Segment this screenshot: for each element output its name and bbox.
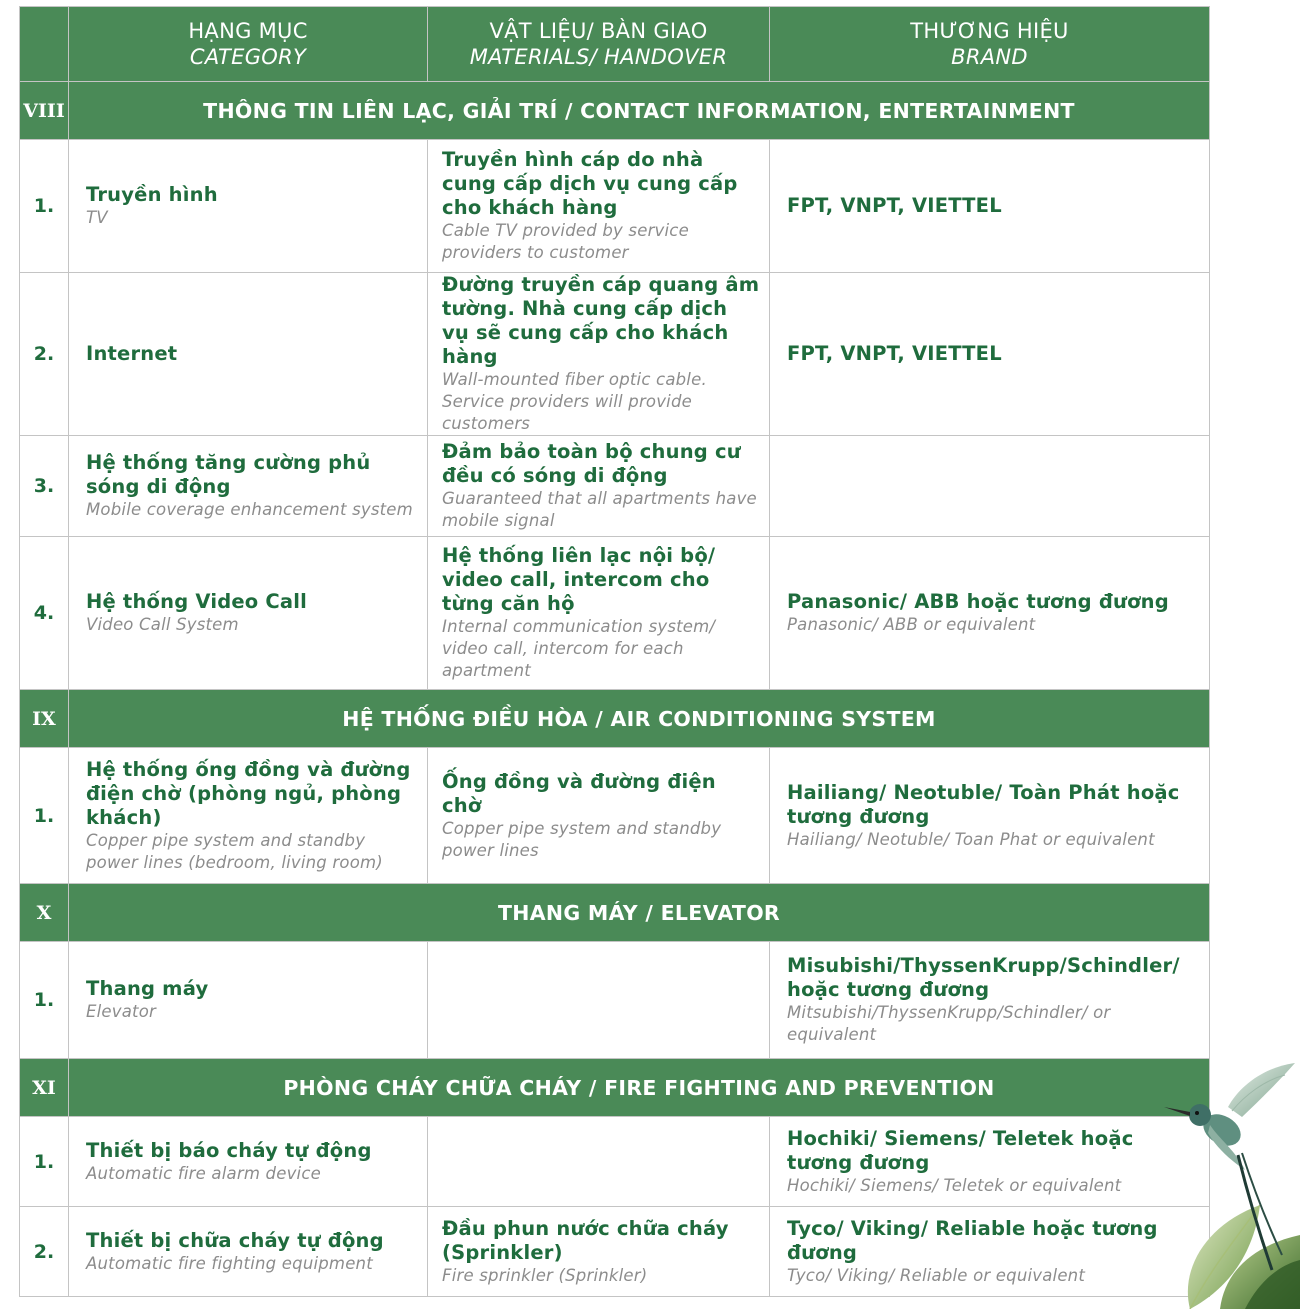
brand-cell: [770, 436, 1210, 537]
brand-cell: [770, 748, 1210, 884]
materials-cell: [428, 537, 770, 690]
section-row-viii: [20, 82, 1210, 140]
category-vi: Thiết bị báo cháy tự động: [86, 1138, 372, 1162]
header-materials: [428, 7, 770, 82]
brand-vi: Hailiang/ Neotuble/ Toàn Phát hoặc tương đương: [787, 780, 1180, 828]
header-num-cell: [20, 7, 69, 82]
materials-cell: [428, 140, 770, 273]
category-vi: Thiết bị chữa cháy tự động: [86, 1228, 384, 1252]
materials-en: Internal communication system/ video call, intercom for each apartment: [442, 617, 716, 680]
brand-en: Tyco/ Viking/ Reliable or equivalent: [787, 1265, 1086, 1285]
item-number: 3.: [20, 436, 69, 537]
materials-vi: Ống đồng và đường điện chờ: [442, 769, 716, 817]
specification-table: [19, 6, 1210, 1297]
brand-vi: FPT, VNPT, VIETTEL: [787, 194, 1002, 217]
category-vi: Truyền hình: [86, 183, 218, 206]
item-number: 2.: [20, 1207, 69, 1297]
section-number: VIII: [20, 82, 69, 140]
hummingbird-illustration-icon: [1150, 1055, 1300, 1309]
section-title: PHÒNG CHÁY CHỮA CHÁY / FIRE FIGHTING AND PREVENTION: [69, 1059, 1210, 1117]
category-cell: [69, 140, 428, 273]
category-en: Automatic fire fighting equipment: [86, 1253, 373, 1273]
item-number: 1.: [20, 140, 69, 273]
header-brand-en: BRAND: [951, 45, 1028, 69]
brand-cell: [770, 537, 1210, 690]
header-brand: [770, 7, 1210, 82]
brand-en: Mitsubishi/ThyssenKrupp/Schindler/ or equivalent: [787, 1003, 1111, 1044]
section-number: X: [20, 884, 69, 942]
item-number: 1.: [20, 748, 69, 884]
category-vi: Internet: [86, 342, 178, 365]
materials-en: Fire sprinkler (Sprinkler): [442, 1265, 648, 1285]
category-en: TV: [86, 208, 108, 227]
materials-en: Wall-mounted fiber optic cable. Service providers will provide customers: [442, 370, 707, 433]
section-row-xi: [20, 1059, 1210, 1117]
brand-cell: [770, 1207, 1210, 1297]
section-title: HỆ THỐNG ĐIỀU HÒA / AIR CONDITIONING SYSTEM: [69, 690, 1210, 748]
brand-en: Panasonic/ ABB or equivalent: [787, 615, 1036, 634]
materials-vi: Đầu phun nước chữa cháy (Sprinkler): [442, 1216, 729, 1264]
section-title: THÔNG TIN LIÊN LẠC, GIẢI TRÍ / CONTACT INFORMATION, ENTERTAINMENT: [69, 82, 1210, 140]
brand-cell: [770, 942, 1210, 1059]
table-row: [20, 1207, 1210, 1297]
header-brand-vi: THƯƠNG HIỆU: [910, 19, 1069, 43]
section-number: XI: [20, 1059, 69, 1117]
category-vi: Hệ thống ống đồng và đường điện chờ (phòng ngủ, phòng khách): [86, 757, 411, 829]
table-row: [20, 748, 1210, 884]
materials-cell: [428, 942, 770, 1059]
brand-cell: [770, 140, 1210, 273]
brand-vi: Tyco/ Viking/ Reliable hoặc tương đương: [787, 1216, 1158, 1264]
category-en: Mobile coverage enhancement system: [86, 500, 413, 519]
item-number: 4.: [20, 537, 69, 690]
category-cell: [69, 537, 428, 690]
materials-cell: [428, 748, 770, 884]
table-row: [20, 942, 1210, 1059]
table-row: [20, 273, 1210, 436]
brand-cell: [770, 1117, 1210, 1207]
table-header-row: [20, 7, 1210, 82]
brand-vi: FPT, VNPT, VIETTEL: [787, 342, 1002, 365]
materials-en: Copper pipe system and standby power lines: [442, 818, 722, 860]
category-cell: [69, 436, 428, 537]
category-vi: Hệ thống Video Call: [86, 590, 308, 613]
table-row: [20, 537, 1210, 690]
category-cell: [69, 1207, 428, 1297]
category-vi: Thang máy: [86, 977, 209, 1000]
header-materials-en: MATERIALS/ HANDOVER: [469, 45, 728, 69]
category-cell: [69, 942, 428, 1059]
materials-vi: Hệ thống liên lạc nội bộ/ video call, intercom cho từng căn hộ: [442, 544, 716, 615]
materials-vi: Đảm bảo toàn bộ chung cư đều có sóng di động: [442, 440, 741, 487]
category-cell: [69, 1117, 428, 1207]
brand-vi: Hochiki/ Siemens/ Teletek hoặc tương đương: [787, 1126, 1134, 1174]
item-number: 1.: [20, 942, 69, 1059]
materials-vi: Đường truyền cáp quang âm tường. Nhà cung cấp dịch vụ sẽ cung cấp cho khách hàng: [442, 273, 760, 368]
category-cell: [69, 273, 428, 436]
materials-cell: [428, 1117, 770, 1207]
header-category-en: CATEGORY: [189, 45, 307, 69]
item-number: 1.: [20, 1117, 69, 1207]
category-vi: Hệ thống tăng cường phủ sóng di động: [86, 451, 371, 498]
materials-en: Cable TV provided by service providers to customer: [442, 221, 689, 262]
section-row-ix: [20, 690, 1210, 748]
category-en: Automatic fire alarm device: [86, 1163, 321, 1183]
category-en: Copper pipe system and standby power lines (bedroom, living room): [86, 830, 383, 872]
category-en: Video Call System: [86, 615, 239, 634]
materials-en: Guaranteed that all apartments have mobile signal: [442, 489, 757, 530]
header-materials-vi: VẬT LIỆU/ BÀN GIAO: [489, 19, 708, 43]
materials-cell: [428, 436, 770, 537]
table-row: [20, 436, 1210, 537]
header-category-vi: HẠNG MỤC: [188, 19, 308, 43]
section-row-x: [20, 884, 1210, 942]
materials-cell: [428, 273, 770, 436]
table-row: [20, 140, 1210, 273]
brand-vi: Panasonic/ ABB hoặc tương đương: [787, 590, 1169, 613]
brand-en: Hochiki/ Siemens/ Teletek or equivalent: [787, 1175, 1122, 1195]
section-number: IX: [20, 690, 69, 748]
brand-en: Hailiang/ Neotuble/ Toan Phat or equivalent: [787, 829, 1155, 849]
table-row: [20, 1117, 1210, 1207]
brand-cell: [770, 273, 1210, 436]
category-cell: [69, 748, 428, 884]
header-category: [69, 7, 428, 82]
item-number: 2.: [20, 273, 69, 436]
category-en: Elevator: [86, 1002, 156, 1021]
materials-cell: [428, 1207, 770, 1297]
section-title: THANG MÁY / ELEVATOR: [69, 884, 1210, 942]
brand-vi: Misubishi/ThyssenKrupp/Schindler/ hoặc tương đương: [787, 954, 1180, 1001]
materials-vi: Truyền hình cáp do nhà cung cấp dịch vụ cung cấp cho khách hàng: [442, 148, 738, 219]
